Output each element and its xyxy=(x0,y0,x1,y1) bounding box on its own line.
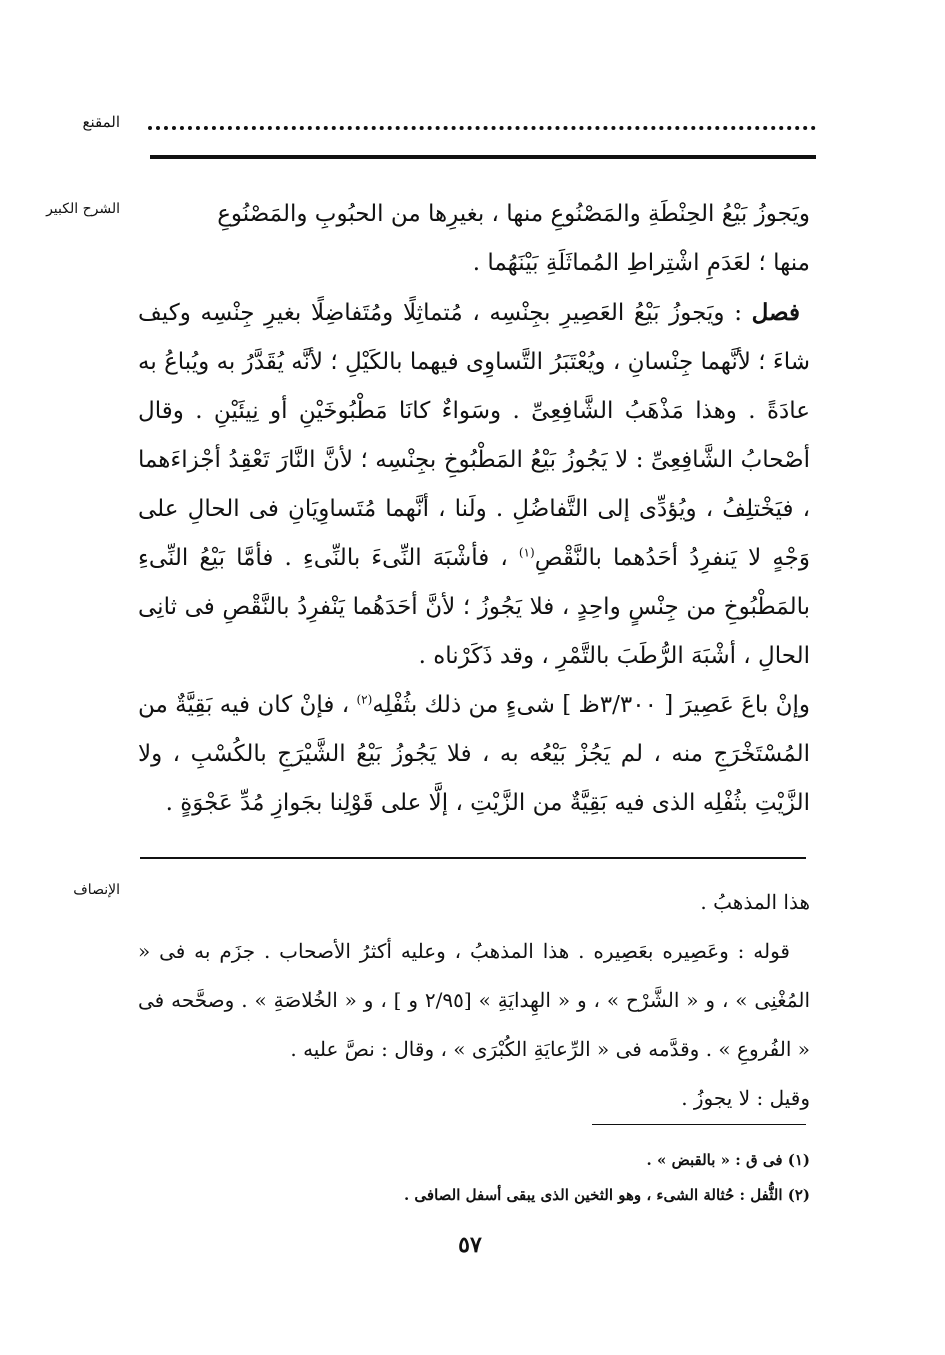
footnote-ref-1: (١) xyxy=(518,545,535,560)
page-number: ٥٧ xyxy=(458,1232,482,1258)
footnote-ref-2: (٢) xyxy=(356,692,373,707)
sharh-paragraph-3-text-a: وإنْ باعَ عَصِيرَ [ ٣/٣٠٠ظ ] شىءٍ من ذلك بثُفْلِه xyxy=(372,692,811,718)
section-divider xyxy=(140,857,806,859)
insaf-paragraph: قوله : وعَصِيره بعَصِيره . هذا المذهبُ ، وعليه أكثرُ الأصحاب . جزَم به فى « المُغْنِى » ، و « الشَّرْح » ، و « الهِدايَةِ » [٢/٩٥ و ] ، و « الخُلاصَةِ » . وصحَّحه فى « الفُروعِ » . وقدَّمه فى « الرِّعايَةِ الكُبْرَى » ، وقال : نصَّ عليه . xyxy=(138,939,810,1061)
sharh-line-2: منها ؛ لعَدَمِ اشْتِراطِ المُماثَلَةِ بَيْنَهُما . xyxy=(472,250,810,276)
fasl-heading: فصل xyxy=(751,299,800,326)
sharh-section xyxy=(138,190,810,828)
footnote-2: (٢) الثُّفل : حُثالة الشىء ، وهو الثخين الذى يبقى أسفل الصافى . xyxy=(403,1186,810,1204)
insaf-last-line: وقيل : لا يجوزُ . xyxy=(681,1086,810,1110)
insaf-line-1: هذا المذهبُ . xyxy=(700,890,810,914)
insaf-section xyxy=(138,878,810,1123)
footnote-rule xyxy=(592,1124,806,1125)
sharh-paragraph-2 xyxy=(138,288,810,681)
sharh-paragraph-1 xyxy=(138,190,810,288)
header-rule xyxy=(150,155,816,159)
margin-label-insaf: الإنصاف xyxy=(73,882,120,898)
header-dotted-leader xyxy=(148,106,816,130)
sharh-paragraph-2-text-a: : ويَجوزُ بَيْعُ العَصِيرِ بجِنْسِه ، مُتماثِلًا ومُتَفاضِلًا بغيرِ جِنْسِه وكيف شاءَ ؛ لأنَّهما جِنْسانِ ، ويُعْتَبَرُ التَّساوِى فيهما بالكَيْلِ ؛ لأنَّه يُقَدَّرُ به ويُباعُ به عادَةً . وهذا مَذْهَبُ الشَّافِعِىِّ . وسَواءٌ كانَا مَطْبُوخَيْنِ أو نِيئَيْنِ . وقال أصْحابُ الشَّافِعِىِّ : لا يَجُوزُ بَيْعُ المَطْبُوخِ بجِنْسِه ؛ لأنَّ النَّارَ تَعْقِدُ أجْزاءَهما ، فيَخْتلِفُ ، ويُؤدِّى إلى التَّفاضُلِ . ولَنا ، أنَّهما مُتَساوِيَانِ فى الحالِ على وَجْهٍ لا يَنفرِدُ أحَدُهما بالنَّقْصِ xyxy=(138,300,810,571)
footnote-1: (١) فى ق : « بالقبض » . xyxy=(646,1151,810,1169)
footnotes xyxy=(340,1143,810,1213)
sharh-paragraph-3-text-b: ، فإنْ كان فيه بَقِيَّةٌ من المُسْتَخْرَجِ منه ، لم يَجُزْ بَيْعُه به ، فلا يَجُوزُ بَيْعُ الشَّيْرَجِ بالكُسْبِ ، ولا الزَّيْتِ بثُفْلِه الذى فيه بَقِيَّةٌ من الزَّيْتِ ، إلَّا على قَوْلِنا بجَوازِ مُدِّ عَجْوَةٍ . xyxy=(138,692,810,816)
sharh-paragraph-3 xyxy=(138,681,810,828)
sharh-paragraph-2-text-b: ، فأشْبَهَ النِّىءَ بالنِّىءِ . فأمَّا بَيْعُ النِّىءِ بالمَطْبُوخِ من جِنْسٍ واحِدٍ ، فلا يَجُوزُ ؛ لأنَّ أحَدَهُما يَنْفرِدُ بالنَّقْصِ فى ثانِى الحالِ ، أشْبَهَ الرُّطَبَ بالتَّمْرِ ، وقد ذَكَرْناه . xyxy=(138,545,810,669)
margin-label-sharh: الشرح الكبير xyxy=(46,201,120,217)
running-header-title: المقنع xyxy=(82,113,120,131)
sharh-line-1: ويَجوزُ بَيْعُ الحِنْطَةِ والمَصْنُوعِ منها ، بغيرِها من الحبُوبِ والمَصْنُوعِ xyxy=(217,201,810,227)
